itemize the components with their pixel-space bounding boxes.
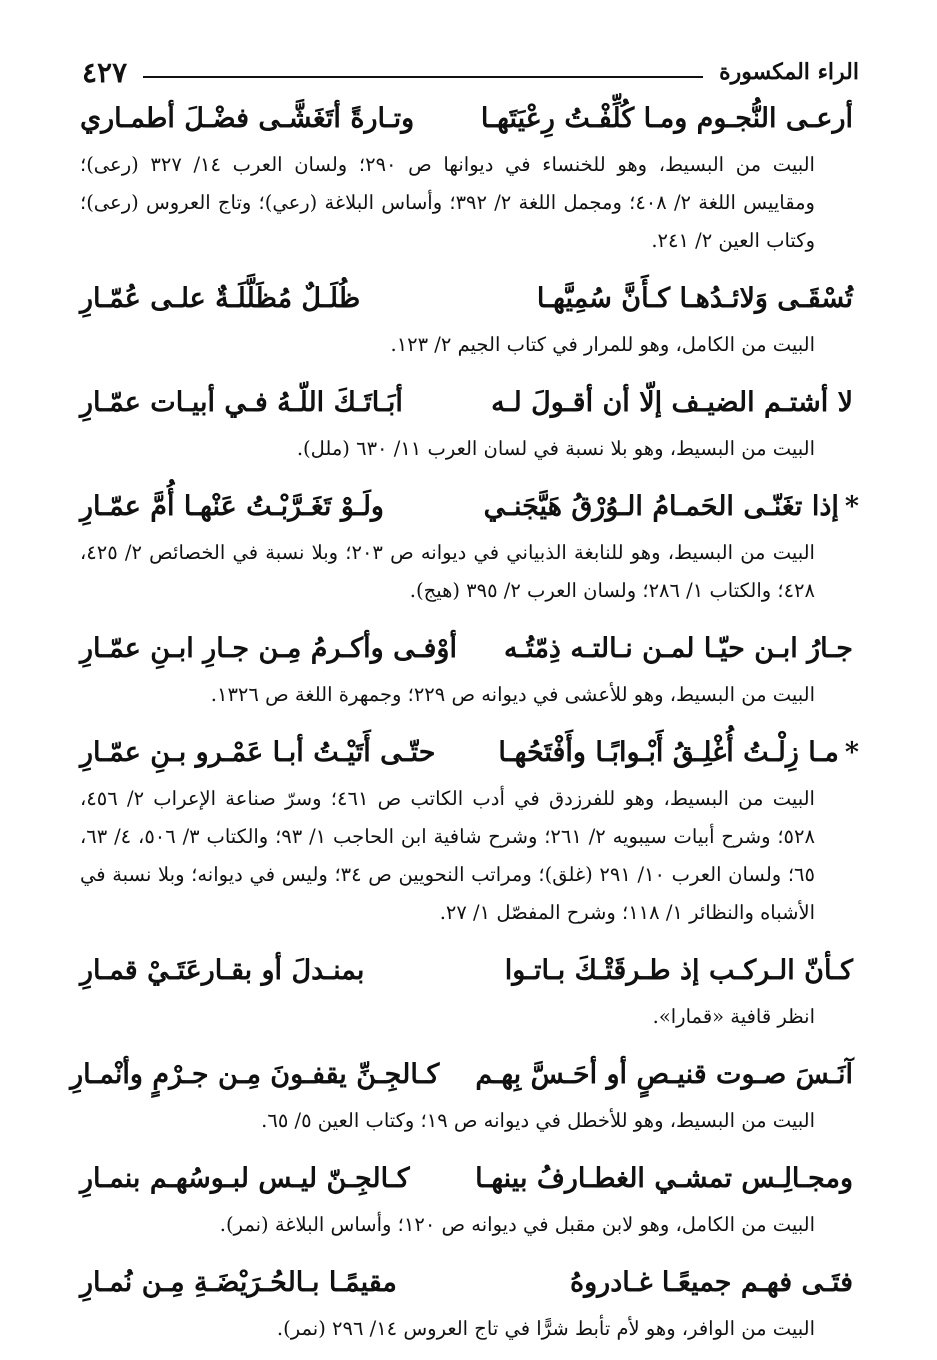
first-hemistich: مـا زِلْـتُ أُغْلِـقُ أَبْـوابًـا وأَفْتَحُهـا (498, 737, 839, 768)
shahid-star-marker: * (844, 737, 859, 768)
verse-line (70, 1048, 859, 1102)
first-hemistich: إذا تغَنّـى الحَمـامُ الـوُرْقُ هَيَّجَنـي (483, 491, 839, 522)
first-hemistich-group (504, 622, 859, 676)
first-hemistich: أرعـى النُّجـوم ومـا كُلِّفْـتُ رِعْيَتَهـا (480, 103, 853, 134)
first-hemistich-group (475, 1048, 859, 1102)
verse-line (80, 1256, 859, 1310)
header-rule (143, 76, 703, 78)
section-title: الراء المكسورة (719, 59, 859, 85)
verse-list (70, 92, 859, 1360)
verse-line (80, 272, 859, 326)
first-hemistich-group (570, 1256, 859, 1310)
source-note: البيت من البسيط، وهو بلا نسبة في لسان العرب ١١/ ٦٣٠ (ملل). (296, 437, 815, 460)
second-hemistich: حتّـى أَتَيْـتُ أبـا عَمْـرو بـنِ عمّـارِ (80, 737, 436, 768)
second-hemistich: ولَـوْ تَغَـرَّبْـتُ عَنْهـا أُمَّ عمّـارِ (80, 491, 384, 522)
verse-line (80, 622, 859, 676)
verse-line (80, 376, 859, 430)
verse-line (80, 1152, 859, 1206)
verse-entry (80, 944, 859, 1036)
first-hemistich: كـأنّ الـركـب إذ طـرقَتْـكَ بـاتـوا (504, 955, 853, 986)
verse-entry (80, 376, 859, 468)
first-hemistich: جـارُ ابـن حيّـا لمـن نـالتـه ذِمّتُـه (503, 633, 853, 664)
first-hemistich-group (491, 376, 859, 430)
source-note: البيت من الكامل، وهو للمرار في كتاب الجيم ٢/ ١٢٣. (390, 333, 815, 356)
verse-entry (80, 726, 859, 932)
page-number: ٤٢٧ (82, 55, 128, 89)
source-note: البيت من البسيط، وهو للخنساء في ديوانها ص ٢٩٠؛ ولسان العرب ١٤/ ٣٢٧ (رعى)؛ ومقاييس اللغة ٢/ ٤٠٨؛ ومجمل اللغة ٢/ ٣٩٢؛ وأساس البلاغة (رعي)؛ وتاج العروس (رعى)؛ وكتاب العين ٢/ ٢٤١. (80, 153, 815, 252)
running-header (82, 52, 859, 92)
verse-line (80, 944, 859, 998)
first-hemistich-group (537, 272, 859, 326)
first-hemistich: ومجـالِـس تمشـي الغطـارفُ بينهـا (475, 1163, 853, 1194)
source-note: البيت من البسيط، وهو للأعشى في ديوانه ص ٢٢٩؛ وجمهرة اللغة ص ١٣٢٦. (210, 683, 815, 706)
first-hemistich: آنَـسَ صـوت قنيـصٍ أو أحَـسَّ بِهـم (475, 1059, 853, 1090)
first-hemistich: تُسْقَـى وَلائـدُهـا كـأَنَّ سُمِيَّهـا (536, 283, 853, 314)
source-note: البيت من البسيط، وهو للنابغة الذبياني في ديوانه ص ٢٠٣؛ وبلا نسبة في الخصائص ٢/ ٤٢٥، ٤٢٨؛ والكتاب ١/ ٢٨٦؛ ولسان العرب ٢/ ٣٩٥ (هيج). (80, 541, 815, 602)
source-note: البيت من البسيط، وهو للفرزدق في أدب الكاتب ص ٤٦١؛ وسرّ صناعة الإعراب ٢/ ٤٥٦، ٥٢٨؛ وشرح أبيات سيبويه ٢/ ٢٦١؛ وشرح شافية ابن الحاجب ١/ ٩٣؛ والكتاب ٣/ ٥٠٦، ٤/ ٦٣، ٦٥؛ ولسان العرب ١٠/ ٢٩١ (غلق)؛ ومراتب النحويين ص ٣٤؛ وليس في ديوانه؛ وبلا نسبة في الأشباه والنظائر ١/ ١١٨؛ وشرح المفصّل ١/ ٢٧. (80, 787, 815, 924)
verse-line (80, 726, 859, 780)
first-hemistich: فتَـى فهـم جميعًـا غـادروهُ (569, 1267, 853, 1298)
verse-line (80, 92, 859, 146)
first-hemistich: لا أشتـم الضيـف إلّا أن أقـولَ لـه (491, 387, 853, 418)
source-note: البيت من الكامل، وهو لابن مقبل في ديوانه ص ١٢٠؛ وأساس البلاغة (نمر). (219, 1213, 815, 1236)
source-note: البيت من البسيط، وهو للأخطل في ديوانه ص ١٩؛ وكتاب العين ٥/ ٦٥. (261, 1109, 815, 1132)
shahid-star-marker: * (844, 491, 859, 522)
verse-line (80, 480, 859, 534)
verse-entry (80, 480, 859, 610)
first-hemistich-group (505, 944, 859, 998)
second-hemistich: ظُلَـلٌ مُظَلَّلَـةٌ علـى عُمّـارِ (80, 283, 361, 314)
second-hemistich: وتـارةً أتَغَشَّـى فضْـلَ أطمـاري (80, 103, 415, 134)
verse-entry (80, 622, 859, 714)
second-hemistich: كـالجِـنّ ليـس لبـوسُهـم بنمـارِ (80, 1163, 410, 1194)
first-hemistich-group (475, 1152, 859, 1206)
second-hemistich: كـالجِـنِّ يقفـونَ مِـن جـرْمٍ وأنْمـارِ (70, 1059, 440, 1090)
verse-entry (80, 1256, 859, 1348)
second-hemistich: مقيمًـا بـالحُـرَيْضَـةِ مِـن نُمـارِ (80, 1267, 397, 1298)
first-hemistich-group (481, 92, 859, 146)
first-hemistich-group (498, 726, 859, 780)
verse-entry (80, 272, 859, 364)
verse-entry (70, 1048, 859, 1140)
verse-entry (80, 92, 859, 260)
second-hemistich: أبَـاتَـكَ اللّـهُ فـي أبيـات عمّـارِ (80, 387, 403, 418)
second-hemistich: أوْفـى وأكـرمُ مِـن جـارِ ابـنِ عمّـارِ (80, 633, 457, 664)
source-note: انظر قافية «قمارا». (652, 1005, 815, 1028)
first-hemistich-group (484, 480, 859, 534)
second-hemistich: بمنـدلَ أو بقـارعَتَـيْ قمـارِ (80, 955, 365, 986)
source-note: البيت من الوافر، وهو لأم تأبط شرًّا في تاج العروس ١٤/ ٢٩٦ (نمر). (276, 1317, 815, 1340)
verse-entry (80, 1152, 859, 1244)
